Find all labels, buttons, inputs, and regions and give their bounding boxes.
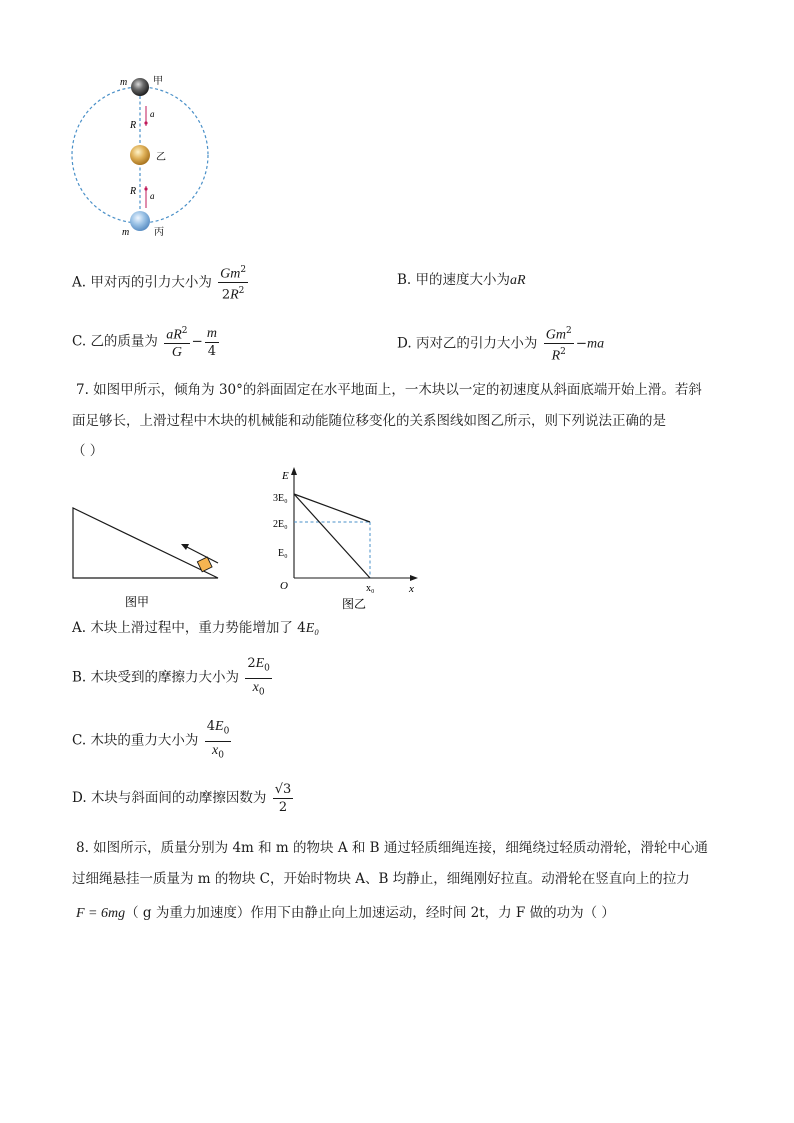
series-kinetic-energy xyxy=(294,494,370,578)
q6-option-a: A. 甲对丙的引力大小为 $\frac{Gm^2}{2R^2}$ xyxy=(72,262,250,304)
q7-option-c: C. 木块的重力大小为 $\frac{4E_0}{x_0}$ xyxy=(72,719,230,761)
q8-line1: 8. 如图所示，质量分别为 4m 和 m 的物块 A 和 B 通过轻质细绳连接，细绳绕过轻质动滑轮，滑轮中心通 xyxy=(76,840,708,856)
fig-a-caption: 图甲 xyxy=(125,595,150,609)
tick-3e0: 3E₀ xyxy=(273,493,288,504)
fig-b-caption: 图乙 xyxy=(342,597,367,611)
incline-figure xyxy=(68,500,228,610)
svg-text:m: m xyxy=(122,227,130,238)
q8-line3: F = 6mg（ g 为重力加速度）作用下由静止向上加速运动，经时间 2t，力 F 做的功为（ ） xyxy=(76,905,615,921)
q6-option-c: C. 乙的质量为 $\frac{aR^2}{G}$ − $\frac{m}{4}$ xyxy=(72,323,221,361)
series-mechanical-energy xyxy=(294,494,370,522)
incline-triangle xyxy=(73,508,218,578)
q7-option-d: D. 木块与斜面间的动摩擦因数为 $\frac{√3}{2}$ xyxy=(72,782,292,815)
q8-line2: 过细绳悬挂一质量为 m 的物块 C，开始时物块 A、B 均静止，细绳刚好拉直。动滑轮在竖直向上的拉力 xyxy=(72,871,690,887)
tick-x0: x₀ xyxy=(366,583,375,594)
q7-option-a: A. 木块上滑过程中，重力势能增加了 4E₀ xyxy=(72,620,320,636)
q7-stem-line1: 7. 如图甲所示，倾角为 30°的斜面固定在水平地面上，一木块以一定的初速度从斜面底端开始上滑。若斜 xyxy=(76,382,702,398)
q6-option-b: B. 甲的速度大小为aR xyxy=(397,272,526,288)
svg-text:R: R xyxy=(130,186,137,197)
q6-option-d: D. 丙对乙的引力大小为 $\frac{Gm^2}{R^2}$ −ma xyxy=(397,323,604,365)
x-axis-label: x xyxy=(409,583,414,595)
svg-text:m: m xyxy=(120,77,128,88)
svg-text:a: a xyxy=(150,191,155,201)
svg-text:甲: 甲 xyxy=(153,76,163,87)
star-yi xyxy=(130,145,150,165)
star-bing xyxy=(130,211,150,231)
origin-label: O xyxy=(280,580,288,592)
energy-graph xyxy=(270,462,430,612)
svg-text:a: a xyxy=(150,109,155,119)
q7-stem-line2: 面足够长，上滑过程中木块的机械能和动能随位移变化的关系图线如图乙所示，则下列说法正确的是 xyxy=(72,413,666,429)
svg-text:丙: 丙 xyxy=(154,227,164,238)
svg-text:R: R xyxy=(130,120,137,131)
star-jia xyxy=(131,78,149,96)
q7-answer-blank: （ ） xyxy=(72,443,104,459)
svg-text:乙: 乙 xyxy=(156,152,166,163)
tick-e0: E₀ xyxy=(278,548,288,559)
orbit-figure xyxy=(60,68,230,243)
tick-2e0: 2E₀ xyxy=(273,519,288,530)
q7-option-b: B. 木块受到的摩擦力大小为 $\frac{2E_0}{x_0}$ xyxy=(72,656,270,698)
y-axis-label: E xyxy=(282,470,289,482)
